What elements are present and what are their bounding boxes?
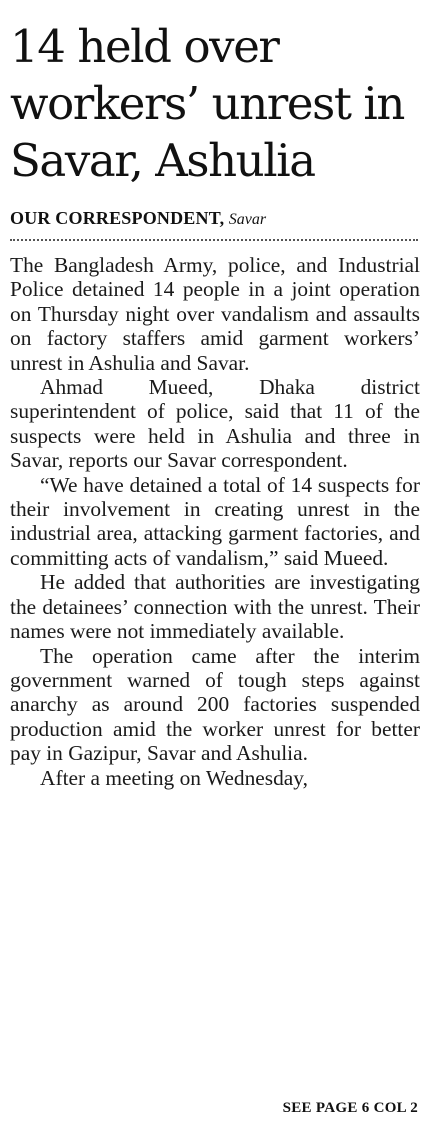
paragraph-1: The Bangladesh Army, police, and Industrial Police detained 14 people in a joint operation on Thursday night over vandalism and assaults on factory staffers amid garment workers’ unrest in Ashulia and Savar. [10,253,420,375]
byline-author: OUR CORRESPONDENT, [10,208,225,228]
continued-on-page-link[interactable]: SEE PAGE 6 COL 2 [282,1100,418,1116]
paragraph-6: After a meeting on Wednesday, [40,765,308,790]
paragraph-4: He added that authorities are investigating the detainees’ connection with the unrest. Their names were not immediately available. [10,570,420,644]
paragraph-2: Ahmad Mueed, Dhaka district superintendent of police, said that 11 of the suspects were held in Ashulia and three in Savar, reports our Savar correspondent. [10,375,420,473]
byline-location: Savar [228,211,267,228]
paragraph-5: The operation came after the interim government warned of tough steps against anarchy as around 200 factories suspended production amid the worker unrest for better pay in Gazipur, Savar and Ashulia. [10,643,420,766]
news-article [10,18,420,790]
headline: 14 held over workers’ unrest in Savar, Ashulia [10,20,404,187]
paragraph-3: “We have detained a total of 14 suspects for their involvement in creating unrest in the industrial area, attacking garment factories, and committing acts of vandalism,” said Mueed. [10,472,420,570]
dotted-divider [10,239,418,241]
byline [10,207,420,231]
article-body [10,253,420,790]
